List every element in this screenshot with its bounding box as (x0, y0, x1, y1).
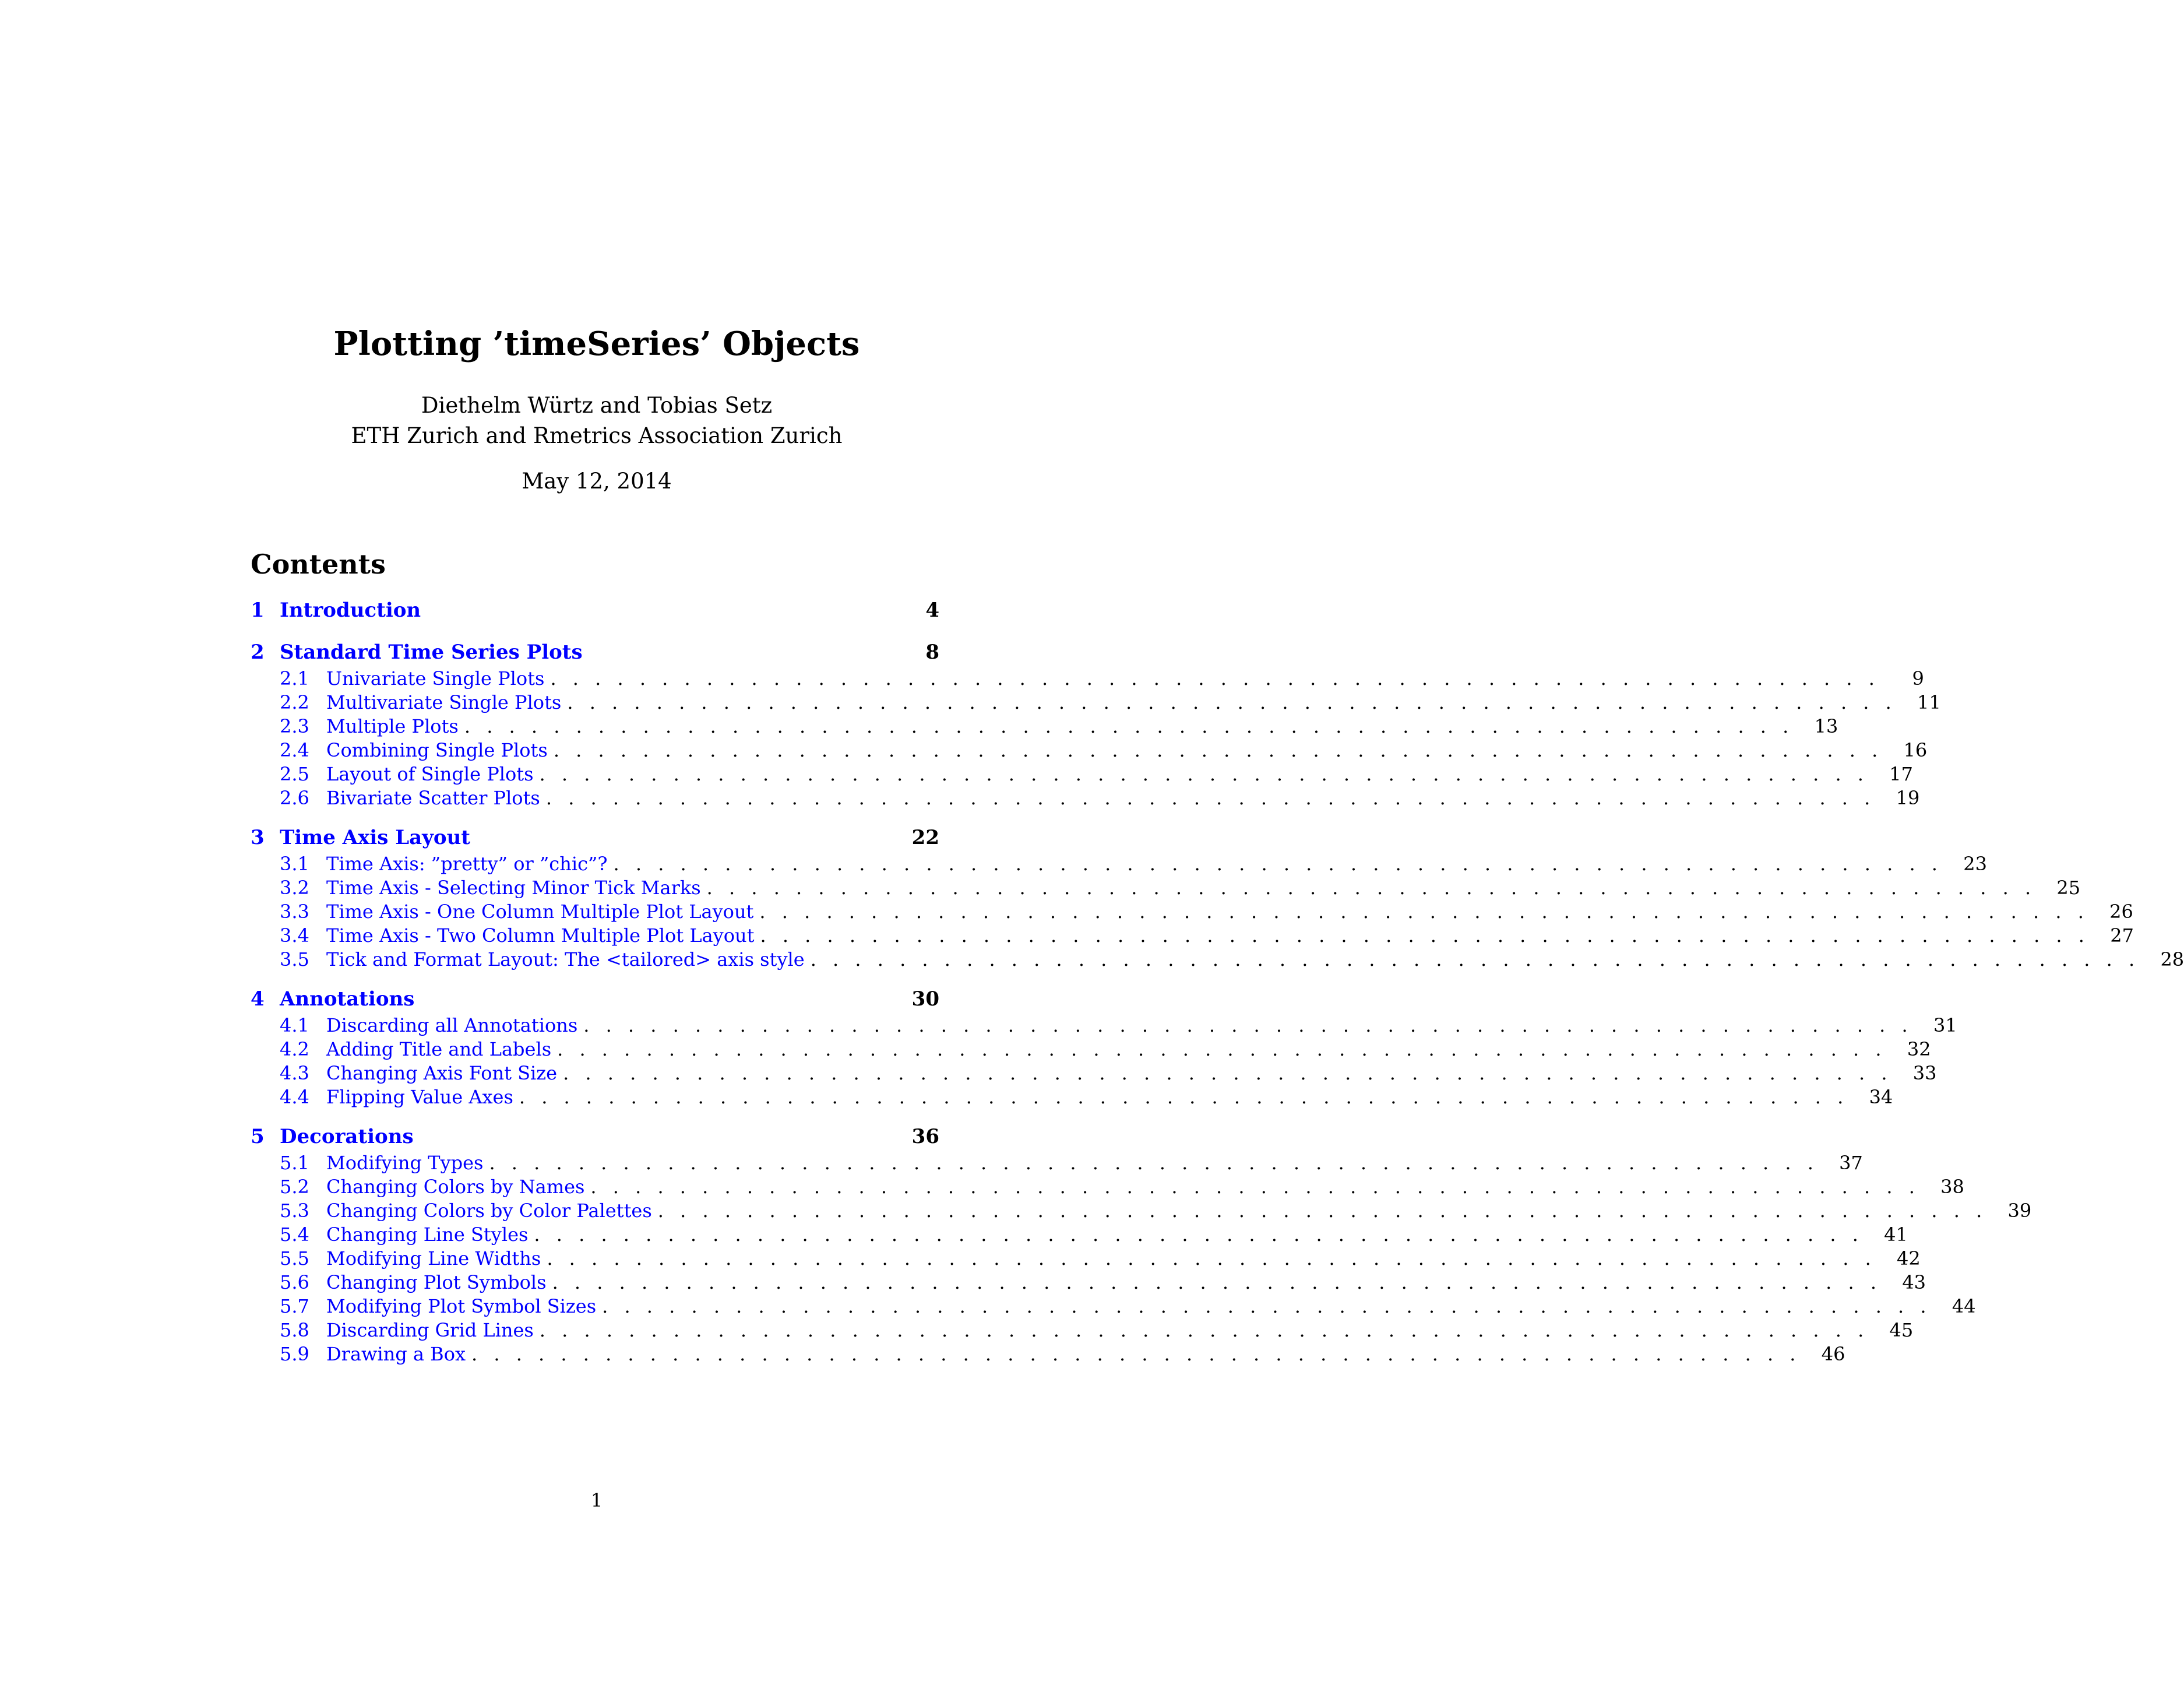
toc-section-page: 4 (925, 599, 939, 622)
toc-subsection-entry[interactable] (251, 1318, 1914, 1342)
toc-subsection-link[interactable]: Modifying Plot Symbol Sizes (326, 1295, 597, 1317)
toc-dot-leader: . . . . . . . . . . . . . . . . . . . . . . . . . . . . . . . . . . . . . . . . . . . . . . . . . . . . . . . . . . . . (539, 1319, 1869, 1341)
toc-dot-leader: . . . . . . . . . . . . . . . . . . . . . . . . . . . . . . . . . . . . . . . . . . . . . . . . . . . . . . . . . . . . (563, 1062, 1893, 1084)
toc-section-entry[interactable] (251, 1122, 939, 1151)
toc-subsection-link[interactable]: Multivariate Single Plots (326, 691, 562, 713)
toc-dot-leader: . . . . . . . . . . . . . . . . . . . . . . . . . . . . . . . . . . . . . . . . . . . . . . . . . . . . . . . . . . . . (534, 1223, 1864, 1246)
toc-dot-leader: . . . . . . . . . . . . . . . . . . . . . . . . . . . . . . . . . . . . . . . . . . . . . . . . . . . . . . . . . . . . (810, 948, 2140, 970)
toc-dot-leader: . . . . . . . . . . . . . . . . . . . . . . . . . . . . . . . . . . . . . . . . . . . . . . . . . . . . . . . . . . . . (657, 1200, 1988, 1222)
toc-subsection-number: 5.4 (280, 1223, 309, 1246)
toc-subsection-entry[interactable] (251, 1151, 1863, 1175)
toc-dot-leader: . . . . . . . . . . . . . . . . . . . . . . . . . . . . . . . . . . . . . . . . . . . . . . . . . . . . . . . . . . . . (759, 901, 2089, 923)
toc-section-entry[interactable] (251, 823, 939, 852)
toc-subsection-entry[interactable] (251, 1061, 1937, 1085)
toc-section-link[interactable]: Annotations (280, 987, 415, 1011)
toc-subsection-page: 23 (1963, 853, 1987, 875)
toc-subsection-page: 17 (1889, 763, 1913, 785)
toc-subsection-page: 19 (1896, 787, 1920, 809)
toc-subsection-entry[interactable] (251, 948, 2184, 972)
toc-subsection-page: 43 (1902, 1271, 1926, 1293)
toc-subsection-link[interactable]: Tick and Format Layout: The <tailored> axis style (326, 948, 805, 970)
toc-subsection-entry[interactable] (251, 1038, 1931, 1061)
toc-subsection-link[interactable]: Bivariate Scatter Plots (326, 787, 540, 809)
toc-subsection-entry[interactable] (251, 1175, 1964, 1199)
toc-dot-leader: . . . . . . . . . . . . . . . . . . . . . . . . . . . . . . . . . . . . . . . . . . . . . . . . . . . . . . . . . . . . (706, 877, 2037, 899)
toc-section-link[interactable]: Time Axis Layout (280, 826, 471, 849)
toc-subsection-number: 2.2 (280, 691, 309, 713)
document-title: Plotting ’timeSeries’ Objects (333, 325, 860, 363)
toc-subsection-number: 2.6 (280, 787, 309, 809)
toc-subsection-entry[interactable] (251, 667, 1924, 691)
toc-subsection-entry[interactable] (251, 924, 2134, 948)
toc-subsection-number: 5.6 (280, 1271, 309, 1293)
toc-dot-leader: . . . . . . . . . . . . . . . . . . . . . . . . . . . . . . . . . . . . . . . . . . . . . . . . . . . . . . . . . . . . (553, 739, 1883, 761)
toc-section-number: 4 (251, 987, 265, 1011)
toc-dot-leader: . . . . . . . . . . . . . . . . . . . . . . . . . . . . . . . . . . . . . . . . . . . . . . . . . . . . . . . . . . . . (583, 1014, 1913, 1036)
document-date: May 12, 2014 (522, 469, 672, 494)
toc-subsection-number: 2.3 (280, 715, 309, 737)
toc-subsection-link[interactable]: Changing Axis Font Size (326, 1062, 558, 1084)
toc-dot-leader: . . . . . . . . . . . . . . . . . . . . . . . . . . . . . . . . . . . . . . . . . . . . . . . . . . . . . . . . . . . . (471, 1343, 1801, 1365)
toc-subsection-link[interactable]: Layout of Single Plots (326, 763, 534, 785)
toc-subsection-entry[interactable] (251, 715, 1838, 738)
toc-dot-leader: . . . . . . . . . . . . . . . . . . . . . . . . . . . . . . . . . . . . . . . . . . . . . . . . . . . . . . . . . . . . (545, 787, 1876, 809)
toc-subsection-link[interactable]: Flipping Value Axes (326, 1086, 513, 1108)
toc-subsection-link[interactable]: Time Axis - One Column Multiple Plot Layout (326, 901, 754, 923)
toc-section-link[interactable]: Standard Time Series Plots (280, 641, 583, 664)
toc-subsection-number: 5.7 (280, 1295, 309, 1317)
toc-subsection-link[interactable]: Modifying Line Widths (326, 1247, 541, 1269)
toc-subsection-page: 16 (1903, 739, 1928, 761)
toc-subsection-number: 3.3 (280, 901, 309, 923)
toc-subsection-page: 37 (1839, 1152, 1863, 1174)
toc-section-page: 36 (911, 1125, 939, 1148)
toc-subsection-number: 5.8 (280, 1319, 309, 1341)
toc-subsection-page: 38 (1940, 1176, 1964, 1198)
toc-dot-leader: . . . . . . . . . . . . . . . . . . . . . . . . . . . . . . . . . . . . . . . . . . . . . . . . . . . . . . . . . . . . (489, 1152, 1819, 1174)
toc-dot-leader: . . . . . . . . . . . . . . . . . . . . . . . . . . . . . . . . . . . . . . . . . . . . . . . . . . . . . . . . . . . . (602, 1295, 1932, 1317)
toc-subsection-page: 26 (2109, 901, 2133, 923)
toc-subsection-link[interactable]: Adding Title and Labels (326, 1038, 552, 1060)
toc-section-link[interactable]: Decorations (280, 1125, 414, 1148)
toc-dot-leader: . . . . . . . . . . . . . . . . . . . . . . . . . . . . . . . . . . . . . . . . . . . . . . . . . . . . . . . . . . . . (464, 715, 1794, 737)
toc-subsection-page: 42 (1897, 1247, 1921, 1269)
toc-subsection-entry[interactable] (251, 786, 1920, 810)
toc-subsection-link[interactable]: Time Axis - Selecting Minor Tick Marks (326, 877, 701, 899)
contents-heading: Contents (251, 548, 386, 580)
toc-section-number: 3 (251, 826, 265, 849)
toc-subsection-link[interactable]: Changing Colors by Names (326, 1176, 585, 1198)
toc-section-page: 8 (925, 641, 939, 664)
toc-subsection-page: 11 (1917, 691, 1941, 713)
toc-subsection-link[interactable]: Combining Single Plots (326, 739, 548, 761)
toc-subsection-entry[interactable] (251, 1085, 1893, 1109)
toc-subsection-page: 45 (1889, 1319, 1914, 1341)
toc-subsection-number: 2.4 (280, 739, 309, 761)
toc-subsection-page: 32 (1907, 1038, 1931, 1060)
toc-subsection-number: 2.5 (280, 763, 309, 785)
toc-subsection-entry[interactable] (251, 1199, 2032, 1223)
toc-subsection-entry[interactable] (251, 1223, 1908, 1247)
toc-subsection-page: 28 (2160, 948, 2184, 970)
author-block (0, 391, 1193, 451)
toc-subsection-number: 5.9 (280, 1343, 309, 1365)
toc-subsection-entry[interactable] (251, 876, 2081, 900)
toc-subsection-page: 44 (1951, 1295, 1976, 1317)
toc-subsection-page: 33 (1912, 1062, 1937, 1084)
toc-subsection-page: 46 (1821, 1343, 1845, 1365)
toc-subsection-entry[interactable] (251, 1014, 1957, 1038)
toc-subsection-number: 4.2 (280, 1038, 309, 1060)
toc-subsection-number: 3.1 (280, 853, 309, 875)
toc-subsection-number: 5.2 (280, 1176, 309, 1198)
toc-subsection-link[interactable]: Discarding Grid Lines (326, 1319, 534, 1341)
toc-subsection-page: 9 (1912, 667, 1924, 690)
toc-dot-leader: . . . . . . . . . . . . . . . . . . . . . . . . . . . . . . . . . . . . . . . . . . . . . . . . . . . . . . . . . . . . (539, 763, 1869, 785)
toc-section-link[interactable]: Introduction (280, 599, 421, 622)
toc-dot-leader: . . . . . . . . . . . . . . . . . . . . . . . . . . . . . . . . . . . . . . . . . . . . . . . . . . . . . . . . . . . . (547, 1247, 1876, 1269)
toc-dot-leader: . . . . . . . . . . . . . . . . . . . . . . . . . . . . . . . . . . . . . . . . . . . . . . . . . . . . . . . . . . . . (760, 924, 2090, 947)
toc-subsection-number: 5.3 (280, 1200, 309, 1222)
toc-dot-leader: . . . . . . . . . . . . . . . . . . . . . . . . . . . . . . . . . . . . . . . . . . . . . . . . . . . . . . . . . . . . (590, 1176, 1920, 1198)
toc-subsection-entry[interactable] (251, 1342, 1845, 1366)
toc-dot-leader: . . . . . . . . . . . . . . . . . . . . . . . . . . . . . . . . . . . . . . . . . . . . . . . . . . . . . . . . . . . . (550, 667, 1880, 690)
toc-subsection-page: 31 (1933, 1014, 1957, 1036)
toc-subsection-page: 13 (1814, 715, 1838, 737)
toc-dot-leader: . . . . . . . . . . . . . . . . . . . . . . . . . . . . . . . . . . . . . . . . . . . . . . . . . . . . . . . . . . . . (557, 1038, 1887, 1060)
toc-subsection-number: 3.2 (280, 877, 309, 899)
toc-subsection-number: 4.3 (280, 1062, 309, 1084)
toc-subsection-link[interactable]: Changing Line Styles (326, 1223, 529, 1246)
toc-subsection-entry[interactable] (251, 900, 2133, 924)
toc-subsection-entry[interactable] (251, 1247, 1921, 1271)
toc-subsection-entry[interactable] (251, 691, 1941, 715)
toc-subsection-entry[interactable] (251, 1271, 1926, 1295)
toc-section-number: 5 (251, 1125, 265, 1148)
toc-dot-leader: . . . . . . . . . . . . . . . . . . . . . . . . . . . . . . . . . . . . . . . . . . . . . . . . . . . . . . . . . . . . (519, 1086, 1849, 1108)
page-number: 1 (590, 1489, 603, 1511)
toc-section-entry[interactable] (251, 596, 939, 625)
toc-subsection-number: 2.1 (280, 667, 309, 690)
toc-subsection-number: 3.4 (280, 924, 309, 947)
toc-subsection-entry[interactable] (251, 762, 1913, 786)
toc-subsection-number: 4.4 (280, 1086, 309, 1108)
toc-subsection-page: 34 (1869, 1086, 1893, 1108)
toc-subsection-link[interactable]: Changing Plot Symbols (326, 1271, 547, 1293)
toc-subsection-number: 4.1 (280, 1014, 309, 1036)
toc-subsection-number: 3.5 (280, 948, 309, 970)
toc-subsection-number: 5.5 (280, 1247, 309, 1269)
toc-section-page: 30 (911, 987, 939, 1011)
table-of-contents (251, 596, 2184, 1366)
toc-subsection-link[interactable]: Time Axis: ”pretty” or ”chic”? (326, 853, 608, 875)
toc-subsection-link[interactable]: Drawing a Box (326, 1343, 466, 1365)
toc-section-page: 22 (911, 826, 939, 849)
toc-subsection-page: 41 (1884, 1223, 1908, 1246)
toc-section-entry[interactable] (251, 638, 939, 667)
toc-section-number: 2 (251, 641, 265, 664)
toc-subsection-link[interactable]: Multiple Plots (326, 715, 459, 737)
toc-subsection-link[interactable]: Changing Colors by Color Palettes (326, 1200, 652, 1222)
toc-subsection-page: 39 (2007, 1200, 2032, 1222)
toc-dot-leader: . . . . . . . . . . . . . . . . . . . . . . . . . . . . . . . . . . . . . . . . . . . . . . . . . . . . . . . . . . . . (567, 691, 1897, 713)
toc-subsection-page: 25 (2056, 877, 2081, 899)
toc-dot-leader: . . . . . . . . . . . . . . . . . . . . . . . . . . . . . . . . . . . . . . . . . . . . . . . . . . . . . . . . . . . . (552, 1271, 1882, 1293)
toc-section-number: 1 (251, 599, 265, 622)
toc-subsection-entry[interactable] (251, 1295, 1976, 1318)
toc-subsection-number: 5.1 (280, 1152, 309, 1174)
toc-subsection-entry[interactable] (251, 738, 1928, 762)
toc-subsection-entry[interactable] (251, 852, 1987, 876)
toc-subsection-link[interactable]: Time Axis - Two Column Multiple Plot Layout (326, 924, 755, 947)
affiliation: ETH Zurich and Rmetrics Association Zurich (351, 423, 843, 448)
toc-dot-leader: . . . . . . . . . . . . . . . . . . . . . . . . . . . . . . . . . . . . . . . . . . . . . . . . . . . . . . . . . . . . (613, 853, 1943, 875)
toc-subsection-link[interactable]: Discarding all Annotations (326, 1014, 578, 1036)
toc-subsection-link[interactable]: Univariate Single Plots (326, 667, 545, 690)
toc-section-entry[interactable] (251, 984, 939, 1014)
toc-subsection-page: 27 (2110, 924, 2134, 947)
toc-subsection-link[interactable]: Modifying Types (326, 1152, 484, 1174)
authors: Diethelm Würtz and Tobias Setz (421, 393, 773, 418)
